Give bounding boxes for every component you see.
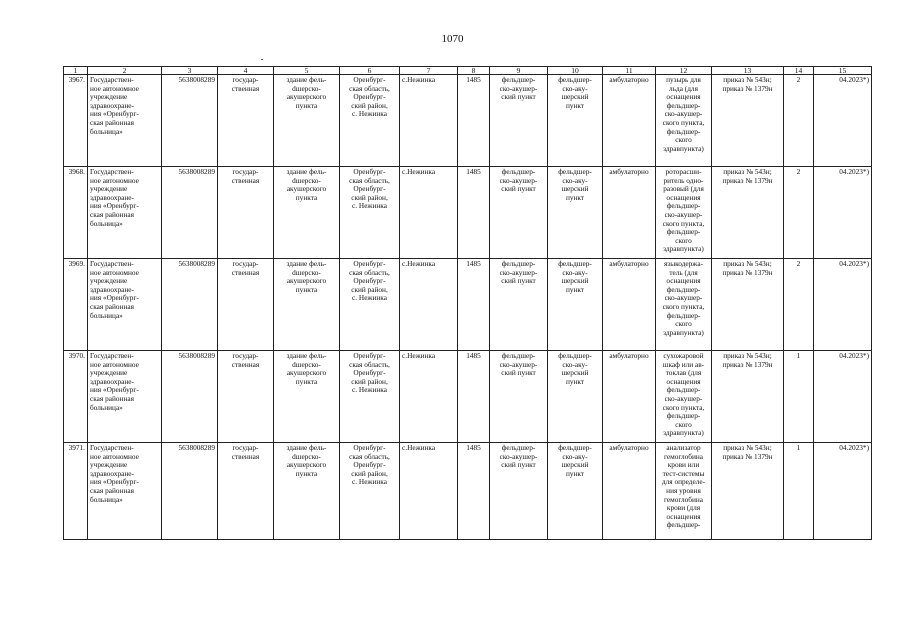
column-header: 12 (656, 67, 712, 75)
table-row (64, 443, 872, 540)
code-cell: 1485 (458, 351, 490, 443)
page-number: 1070 (441, 33, 464, 45)
scan-mark (261, 59, 263, 60)
building-cell: здание фель- dшерско- акушерского пункта (274, 75, 340, 167)
data-table (63, 66, 872, 540)
unit-name-cell: фельдшер- ско-аку- шерский пункт (548, 259, 603, 351)
quantity-cell: 2 (784, 259, 814, 351)
column-header: 13 (712, 67, 784, 75)
locality-cell: с.Нежинка (400, 443, 458, 540)
row-number: 3967. (64, 75, 88, 167)
building-cell: здание фель- dшерско- акушерского пункта (274, 167, 340, 259)
organization-name: Государствен- ное автономное учреждение здравоохране- ния «Оренбург- ская районная больница» (88, 167, 162, 259)
building-cell: здание фель- dшерско- акушерского пункта (274, 443, 340, 540)
ownership-cell: государ- ственная (218, 167, 274, 259)
column-header: 14 (784, 67, 814, 75)
column-header: 9 (490, 67, 548, 75)
ownership-cell: государ- ственная (218, 443, 274, 540)
equipment-cell: пузырь для льда (для оснащения фельдшер- ско-акушер- ского пункта, фельдшер- ского здравпункта) (656, 75, 712, 167)
column-header: 8 (458, 67, 490, 75)
table-row (64, 351, 872, 443)
unit-type-cell: фельдшер- ско-акушер- ский пункт (490, 75, 548, 167)
date-cell: 04.2023*) (814, 443, 872, 540)
unit-name-cell: фельдшер- ско-аку- шерский пункт (548, 351, 603, 443)
ownership-cell: государ- ственная (218, 75, 274, 167)
unit-name-cell: фельдшер- ско-аку- шерский пункт (548, 167, 603, 259)
column-header: 1 (64, 67, 88, 75)
care-type-cell: амбулаторно (603, 351, 656, 443)
unit-name-cell: фельдшер- ско-аку- шерский пункт (548, 75, 603, 167)
address-cell: Оренбург- ская область, Оренбург- ский район, с. Нежинка (340, 443, 400, 540)
equipment-cell: языкодержа- тель (для оснащения фельдшер- ско-акушер- ского пункта, фельдшер- ского здравпункта) (656, 259, 712, 351)
code-cell: 1485 (458, 259, 490, 351)
column-header: 5 (274, 67, 340, 75)
header-row (64, 67, 872, 75)
date-cell: 04.2023*) (814, 259, 872, 351)
quantity-cell: 2 (784, 75, 814, 167)
unit-name-cell: фельдшер- ско-аку- шерский пункт (548, 443, 603, 540)
care-type-cell: амбулаторно (603, 259, 656, 351)
table-row (64, 259, 872, 351)
column-header: 4 (218, 67, 274, 75)
building-cell: здание фель- dшерско- акушерского пункта (274, 259, 340, 351)
care-type-cell: амбулаторно (603, 75, 656, 167)
organization-name: Государствен- ное автономное учреждение здравоохране- ния «Оренбург- ская районная больница» (88, 351, 162, 443)
address-cell: Оренбург- ская область, Оренбург- ский район, с. Нежинка (340, 351, 400, 443)
table-row (64, 75, 872, 167)
locality-cell: с.Нежинка (400, 259, 458, 351)
order-cell: приказ № 543н; приказ № 1379н (712, 443, 784, 540)
column-header: 11 (603, 67, 656, 75)
care-type-cell: амбулаторно (603, 167, 656, 259)
inn-cell: 5638008289 (162, 351, 218, 443)
care-type-cell: амбулаторно (603, 443, 656, 540)
equipment-cell: роторасши- ритель одно- разовый (для оснащения фельдшер- ско-акушер- ского пункта, фельдшер- ского здравпункта) (656, 167, 712, 259)
inn-cell: 5638008289 (162, 443, 218, 540)
table-body (64, 75, 872, 540)
date-cell: 04.2023*) (814, 351, 872, 443)
equipment-cell: сухожаровой шкаф или ав- токлав (для оснащения фельдшер- ско-акушер- ского пункта, фельдшер- ского здравпункта) (656, 351, 712, 443)
column-header: 3 (162, 67, 218, 75)
address-cell: Оренбург- ская область, Оренбург- ский район, с. Нежинка (340, 75, 400, 167)
unit-type-cell: фельдшер- ско-акушер- ский пункт (490, 167, 548, 259)
row-number: 3971. (64, 443, 88, 540)
row-number: 3968. (64, 167, 88, 259)
building-cell: здание фель- dшерско- акушерского пункта (274, 351, 340, 443)
locality-cell: с.Нежинка (400, 351, 458, 443)
order-cell: приказ № 543н; приказ № 1379н (712, 167, 784, 259)
inn-cell: 5638008289 (162, 259, 218, 351)
organization-name: Государствен- ное автономное учреждение здравоохране- ния «Оренбург- ская районная больница» (88, 75, 162, 167)
order-cell: приказ № 543н; приказ № 1379н (712, 351, 784, 443)
column-header: 7 (400, 67, 458, 75)
organization-name: Государствен- ное автономное учреждение здравоохране- ния «Оренбург- ская районная больница» (88, 259, 162, 351)
address-cell: Оренбург- ская область, Оренбург- ский район, с. Нежинка (340, 259, 400, 351)
equipment-cell: анализатор гемоглобина крови или тест-системы для определе- ния уровня гемоглобина крови (для оснащения фельдшер- (656, 443, 712, 540)
column-header: 15 (814, 67, 872, 75)
column-header: 6 (340, 67, 400, 75)
locality-cell: с.Нежинка (400, 167, 458, 259)
ownership-cell: государ- ственная (218, 259, 274, 351)
code-cell: 1485 (458, 443, 490, 540)
organization-name: Государствен- ное автономное учреждение здравоохране- ния «Оренбург- ская районная больница» (88, 443, 162, 540)
column-header: 10 (548, 67, 603, 75)
unit-type-cell: фельдшер- ско-акушер- ский пункт (490, 259, 548, 351)
unit-type-cell: фельдшер- ско-акушер- ский пункт (490, 443, 548, 540)
inn-cell: 5638008289 (162, 167, 218, 259)
address-cell: Оренбург- ская область, Оренбург- ский район, с. Нежинка (340, 167, 400, 259)
inn-cell: 5638008289 (162, 75, 218, 167)
locality-cell: с.Нежинка (400, 75, 458, 167)
unit-type-cell: фельдшер- ско-акушер- ский пункт (490, 351, 548, 443)
order-cell: приказ № 543н; приказ № 1379н (712, 75, 784, 167)
quantity-cell: 1 (784, 443, 814, 540)
table-row (64, 167, 872, 259)
quantity-cell: 1 (784, 351, 814, 443)
ownership-cell: государ- ственная (218, 351, 274, 443)
date-cell: 04.2023*) (814, 167, 872, 259)
row-number: 3969. (64, 259, 88, 351)
column-header: 2 (88, 67, 162, 75)
quantity-cell: 2 (784, 167, 814, 259)
date-cell: 04.2023*) (814, 75, 872, 167)
code-cell: 1485 (458, 167, 490, 259)
order-cell: приказ № 543н; приказ № 1379н (712, 259, 784, 351)
code-cell: 1485 (458, 75, 490, 167)
row-number: 3970. (64, 351, 88, 443)
